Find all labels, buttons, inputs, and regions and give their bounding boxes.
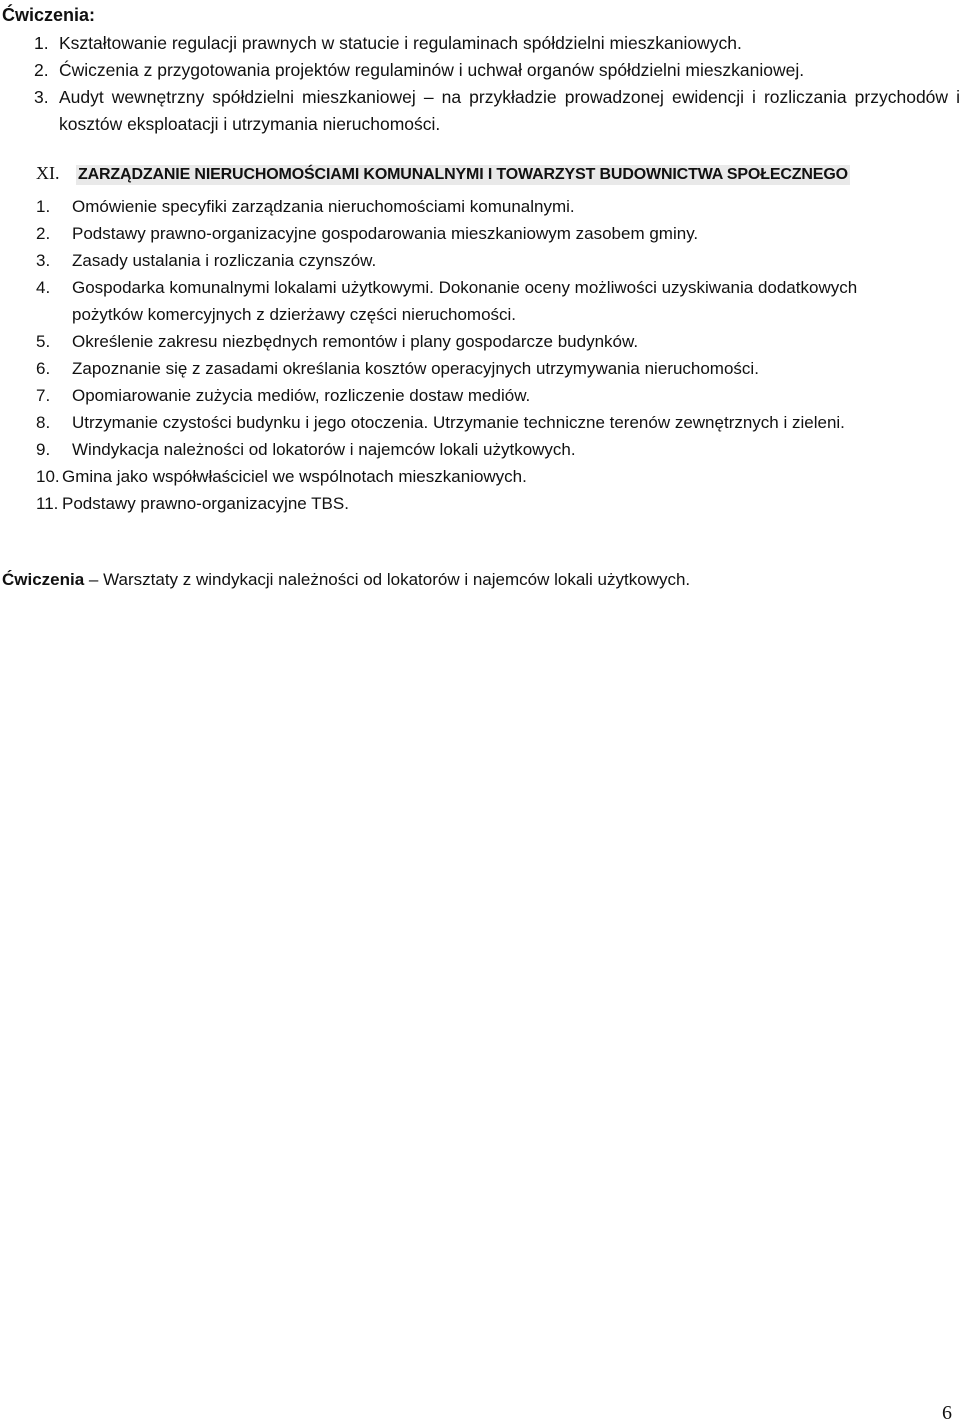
item-number: 8.: [36, 413, 51, 432]
list-item: [0, 490, 960, 517]
item-text: Podstawy prawno-organizacyjne TBS.: [62, 494, 349, 513]
item-text: Audyt wewnętrzny spółdzielni mieszkaniowej – na przykładzie prowadzonej ewidencji i rozliczania przychodów i kosztów eksploatacji i utrzymania nieruchomości.: [59, 87, 960, 134]
item-number: 2.: [36, 224, 51, 243]
exercises-heading: Ćwiczenia:: [2, 5, 96, 25]
item-number: 2.: [34, 60, 49, 80]
item-number: 4.: [36, 278, 51, 297]
list-item: [0, 193, 960, 220]
list-item: [0, 57, 960, 84]
list-item: [0, 409, 960, 436]
item-text: Gmina jako współwłaściciel we wspólnotach mieszkaniowych.: [62, 467, 527, 486]
closing-text: Warsztaty z windykacji należności od lokatorów i najemców lokali użytkowych.: [103, 570, 691, 589]
item-text: Windykacja należności od lokatorów i najemców lokali użytkowych.: [72, 440, 576, 459]
item-text: Określenie zakresu niezbędnych remontów i plany gospodarcze budynków.: [72, 332, 639, 351]
section-title: ZARZĄDZANIE NIERUCHOMOŚCIAMI KOMUNALNYMI I TOWARZYST BUDOWNICTWA SPOŁECZNEGO: [78, 166, 848, 183]
list-item: [0, 463, 960, 490]
list-item: [0, 30, 960, 57]
closing-paragraph: [2, 567, 690, 593]
item-text: Kształtowanie regulacji prawnych w statucie i regulaminach spółdzielni mieszkaniowych.: [59, 33, 742, 53]
item-text: Omówienie specyfiki zarządzania nieruchomościami komunalnymi.: [72, 197, 575, 216]
list-item: [0, 274, 960, 328]
item-number: 1.: [36, 197, 51, 216]
item-number: 5.: [36, 332, 51, 351]
closing-dash: –: [84, 570, 104, 589]
section-heading: [36, 163, 850, 185]
exercises-list: [0, 30, 960, 138]
item-text: Opomiarowanie zużycia mediów, rozliczenie dostaw mediów.: [72, 386, 531, 405]
item-text: Podstawy prawno-organizacyjne gospodarowania mieszkaniowym zasobem gminy.: [72, 224, 699, 243]
item-number: 10.: [36, 467, 60, 486]
item-text: Ćwiczenia z przygotowania projektów regulaminów i uchwał organów spółdzielni mieszkaniowej.: [59, 60, 805, 80]
list-item: [0, 328, 960, 355]
item-number: 3.: [36, 251, 51, 270]
section-number: XI.: [36, 163, 60, 183]
topics-list: [0, 193, 960, 517]
list-item: [0, 355, 960, 382]
item-number: 7.: [36, 386, 51, 405]
item-text: Zasady ustalania i rozliczania czynszów.: [72, 251, 377, 270]
list-item: [0, 382, 960, 409]
item-number: 9.: [36, 440, 51, 459]
item-number: 6.: [36, 359, 51, 378]
list-item: [0, 247, 960, 274]
closing-label: Ćwiczenia: [2, 570, 85, 589]
list-item: [0, 220, 960, 247]
page-number: 6: [942, 1402, 952, 1424]
item-number: 3.: [34, 87, 49, 107]
item-text: Utrzymanie czystości budynku i jego otoczenia. Utrzymanie techniczne terenów zewnętrznych i zieleni.: [72, 413, 845, 432]
item-number: 11.: [36, 494, 59, 513]
list-item: [0, 436, 960, 463]
item-text: Gospodarka komunalnymi lokalami użytkowymi. Dokonanie oceny możliwości uzyskiwania dodatkowych pożytków komercyjnych z dzierżawy części nieruchomości.: [72, 278, 858, 324]
item-number: 1.: [34, 33, 49, 53]
list-item: [0, 84, 960, 138]
item-text: Zapoznanie się z zasadami określania kosztów operacyjnych utrzymywania nieruchomości.: [72, 359, 759, 378]
